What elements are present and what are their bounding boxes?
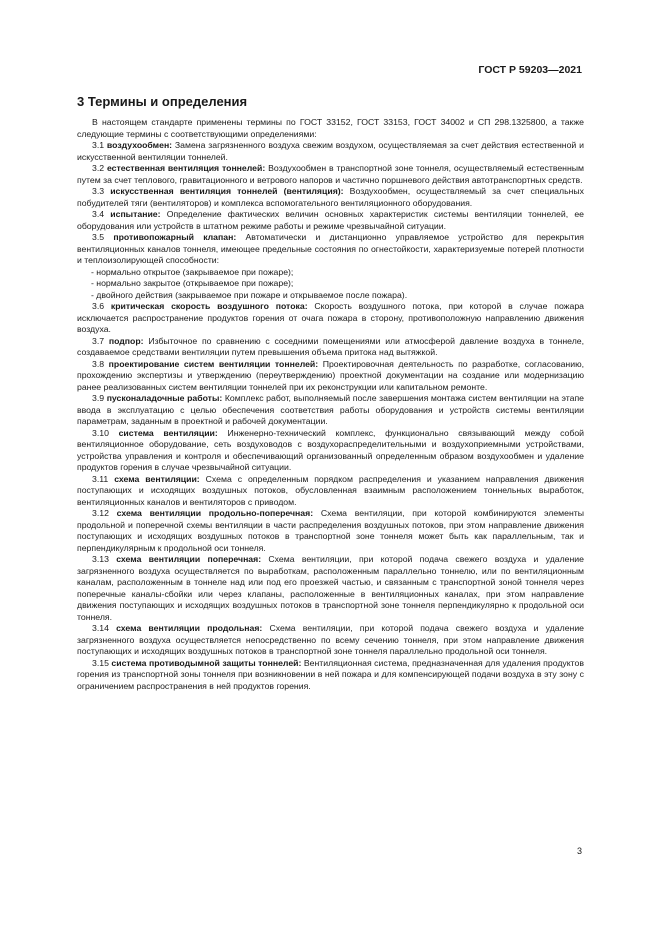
term-3-3: 3.3 искусственная вентиляция тоннелей (вентиляция): Воздухообмен, осуществляемый за счет специальных побудителей тяги (вентиляторов) и комплекса вспомогательного вентиляционного оборудования. — [77, 186, 584, 208]
term-3-10: 3.10 система вентиляции: Инженерно-технический комплекс, функционально связывающий между собой вентиляционное оборудование, сеть воздуховодов с воздухораспределительными и воздухоприемными устройствами, устройства управления и контроля и обеспечивающий организованный определенным образом воздухообмен и удаление продуктов горения в случае чрезвычайной ситуации. — [77, 427, 584, 472]
term-3-4: 3.4 испытание: Определение фактических величин основных характеристик системы вентиляции тоннелей, ее оборудования или устройств в штатном режиме работы и режиме чрезвычайной ситуации. — [77, 209, 584, 231]
term-3-7: 3.7 подпор: Избыточное по сравнению с соседними помещениями или атмосферой давление воздуха в тоннеле, создаваемое средствами вентиляции путем превышения объема притока над вытяжкой. — [77, 335, 585, 357]
term-3-8: 3.8 проектирование систем вентиляции тоннелей: Проектировочная деятельность по разработке, согласованию, прохождению экспертизы и утверждению (переутверждению) проектной документации на создание или модернизацию ранее реализованных систем вентиляции тоннелей при их реконструкции или капитальном ремонте. — [77, 358, 585, 392]
term-3-13: 3.13 схема вентиляции поперечная: Схема вентиляции, при которой подача свежего воздуха и удаление загрязненного воздуха осуществляется по выработкам, расположенным параллельно тоннелю, или по вентиляционным каналам, расположенным в тоннеле над или под его проезжей частью, и связанным с транспортной зоной тоннеля через поперечные каналы-сбойки или через клапаны, расположенные в вентиляционных каналах, при этом направление движения поступающих и исходящих воздушных потоков в транспортной зоне тоннеля перпендикулярно к продольной оси тоннеля. — [77, 554, 584, 622]
valve-list-item: - нормально закрытое (открываемое при пожаре); — [91, 278, 294, 288]
valve-list-item: - двойного действия (закрываемое при пожаре и открываемое после пожара). — [91, 289, 408, 300]
term-3-6: 3.6 критическая скорость воздушного потока: Скорость воздушного потока, при которой в случае пожара исключается распространение продуктов горения от очага пожара в сторону, противоположную направлению движения воздуха. — [77, 301, 584, 334]
valve-list-item: - нормально открытое (закрываемое при пожаре); — [91, 266, 294, 277]
term-3-1: 3.1 воздухообмен: Замена загрязненного воздуха свежим воздухом, осуществляемая за счет действия естественной и искусственной вентиляции тоннелей. — [77, 140, 584, 162]
term-3-2: 3.2 естественная вентиляция тоннелей: Воздухообмен в транспортной зоне тоннеля, осуществляемый естественным путем за счет теплового, гравитационного и ветрового напоров и частично поршневого действия автотранспортных средств. — [77, 163, 584, 185]
term-3-14: 3.14 схема вентиляции продольная: Схема вентиляции, при которой подача свежего воздуха и удаление загрязненного воздуха осуществляется непосредственно по всему сечению тоннеля, при этом направление движения поступающих и исходящих воздушных потоков в транспортной зоне тоннеля параллельно продольной оси тоннеля. — [77, 623, 585, 656]
term-3-11: 3.11 схема вентиляции: Схема с определенным порядком распределения и указанием направления движения поступающих и исходящих воздушных потоков, обусловленная взаимным расположением тоннельных выработок, вентиляционных каналов и вентиляторов с приводом. — [77, 473, 584, 507]
section-body — [77, 117, 584, 692]
term-3-9: 3.9 пусконаладочные работы: Комплекс работ, выполняемый после завершения монтажа систем вентиляции на этапе ввода в эксплуатацию с целью обеспечения соответствия работы оборудования и устройств системы вентиляции параметрам, заданным в проектной и рабочей документации. — [77, 393, 585, 426]
page-number: 3 — [576, 846, 582, 856]
section-title: 3 Термины и определения — [77, 94, 248, 109]
term-3-15: 3.15 система противодымной защиты тоннелей: Вентиляционная система, предназначенная для удаления продуктов горения из транспортной зоны тоннеля при возникновении в ней пожара и для компенсирующей подачи воздуха в эту зону с ограничением распространения в ней продуктов горения. — [77, 657, 584, 691]
document-header: ГОСТ Р 59203—2021 — [478, 64, 582, 76]
term-3-12: 3.12 схема вентиляции продольно-поперечная: Схема вентиляции, при которой комбинируются элементы продольной и поперечной схемы вентиляции в части распределения воздушных потоков, при этом направление движения поступающих и исходящих воздушных потоков в транспортной зоне тоннеля может быть как параллельным, так и перпендикулярным к продольной оси тоннеля. — [77, 508, 584, 553]
term-3-5: 3.5 противопожарный клапан: Автоматически и дистанционно управляемое устройство для перекрытия вентиляционных каналов тоннеля, имеющее предельные состояния по огнестойкости, характеризуемые потерей плотности и теплоизолирующей способности: — [77, 232, 584, 265]
intro-paragraph: В настоящем стандарте применены термины по ГОСТ 33152, ГОСТ 33153, ГОСТ 34002 и СП 298.1325800, а также следующие термины с соответствующими определениями: — [77, 117, 584, 139]
